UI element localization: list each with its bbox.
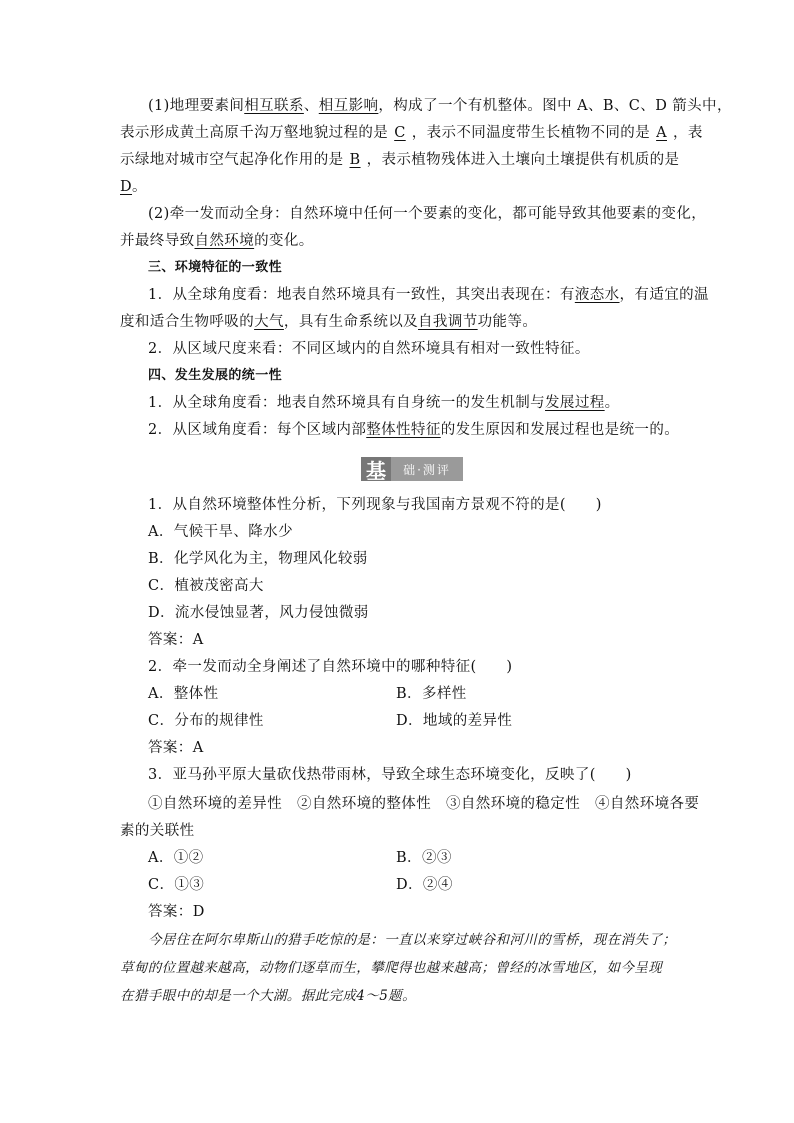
q3-option-a: A．①② bbox=[148, 850, 204, 866]
q2-option-a: A．整体性 bbox=[148, 686, 219, 702]
underlined-term: 发展过程 bbox=[545, 395, 605, 411]
q3-options-row1 bbox=[148, 848, 708, 868]
banner-label: 础·测评 bbox=[391, 457, 463, 481]
answer-blank: B bbox=[349, 152, 361, 168]
q2-options-row2 bbox=[148, 711, 708, 731]
q1-option-b: B．化学风化为主，物理风化较弱 bbox=[148, 551, 368, 567]
q1-option-a: A．气候干旱、降水少 bbox=[148, 524, 293, 540]
q2-option-d: D．地域的差异性 bbox=[396, 713, 513, 729]
q2-options-row1 bbox=[148, 684, 708, 704]
answer-blank: A bbox=[656, 125, 667, 141]
underlined-term: 相互影响 bbox=[318, 98, 379, 114]
underlined-term: 液态水 bbox=[574, 287, 620, 303]
underlined-term: 大气 bbox=[254, 314, 284, 330]
q1-answer: 答案：A bbox=[148, 632, 204, 648]
underlined-term: 相互联系 bbox=[244, 98, 304, 114]
banner-big-char: 基 bbox=[361, 457, 391, 481]
section3-item2: 2．从区域尺度来看：不同区域内的自然环境具有相对一致性特征。 bbox=[148, 341, 590, 357]
answer-blank: C bbox=[394, 125, 406, 141]
para2-line2: 并最终导致自然环境的变化。 bbox=[120, 233, 314, 249]
q2-option-c: C．分布的规律性 bbox=[148, 713, 264, 729]
section3-item1-line1: 1．从全球角度看：地表自然环境具有一致性，其突出表现在：有液态水，有适宜的温 bbox=[148, 287, 709, 303]
q1-option-d: D．流水侵蚀显著，风力侵蚀微弱 bbox=[148, 605, 369, 621]
q3-option-d: D．②④ bbox=[396, 877, 453, 893]
section4-heading: 四、发生发展的统一性 bbox=[148, 368, 283, 383]
section4-item1: 1．从全球角度看：地表自然环境具有自身统一的发生机制与发展过程。 bbox=[148, 395, 620, 411]
para1-line1: (1)地理要素间相互联系、相互影响，构成了一个有机整体。图中 A、B、C、D 箭头中， bbox=[148, 98, 732, 114]
q2-stem: 2．牵一发而动全身阐述了自然环境中的哪种特征( ) bbox=[148, 659, 513, 675]
section4-item2: 2．从区域角度看：每个区域内部整体性特征的发生原因和发展过程也是统一的。 bbox=[148, 422, 680, 438]
section3-heading: 三、环境特征的一致性 bbox=[148, 260, 283, 275]
q3-options-row2 bbox=[148, 875, 708, 895]
q2-answer: 答案：A bbox=[148, 740, 204, 756]
section-banner bbox=[361, 457, 463, 481]
para1-line2: 表示形成黄土高原千沟万壑地貌过程的是 C ，表示不同温度带生长植物不同的是 A ，表 bbox=[120, 125, 703, 141]
para1-line4: D。 bbox=[120, 179, 147, 195]
q3-stem: 3．亚马孙平原大量砍伐热带雨林，导致全球生态环境变化，反映了( ) bbox=[148, 767, 632, 783]
q2-option-b: B．多样性 bbox=[396, 686, 467, 702]
section3-item1-line2: 度和适合生物呼吸的大气，具有生命系统以及自我调节功能等。 bbox=[120, 314, 538, 330]
q3-option-b: B．②③ bbox=[396, 850, 452, 866]
answer-blank: D bbox=[120, 179, 133, 195]
para1-line3: 示绿地对城市空气起净化作用的是 B ，表示植物残体进入土壤向土壤提供有机质的是 bbox=[120, 152, 680, 168]
passage-line2: 草甸的位置越来越高，动物们逐草而生，攀爬得也越来越高；曾经的冰雪地区，如今呈现 bbox=[120, 960, 663, 976]
q3-answer: 答案：D bbox=[148, 904, 205, 920]
q1-stem: 1．从自然环境整体性分析，下列现象与我国南方景观不符的是( ) bbox=[148, 497, 602, 513]
underlined-term: 自然环境 bbox=[194, 233, 255, 249]
underlined-term: 自我调节 bbox=[418, 314, 478, 330]
para2-line1: (2)牵一发而动全身：自然环境中任何一个要素的变化，都可能导致其他要素的变化， bbox=[148, 206, 707, 222]
q3-option-c: C．①③ bbox=[148, 877, 205, 893]
underlined-term: 整体性特征 bbox=[366, 422, 441, 438]
passage-line3: 在猎手眼中的却是一个大湖。据此完成4～5题。 bbox=[120, 988, 416, 1004]
q3-statements-line1: ①自然环境的差异性 ②自然环境的整体性 ③自然环境的稳定性 ④自然环境各要 bbox=[148, 796, 700, 812]
q1-option-c: C．植被茂密高大 bbox=[148, 578, 264, 594]
passage-line1: 今居住在阿尔卑斯山的猎手吃惊的是：一直以来穿过峡谷和河川的雪桥，现在消失了； bbox=[148, 932, 677, 948]
q3-statements-line2: 素的关联性 bbox=[120, 823, 195, 839]
